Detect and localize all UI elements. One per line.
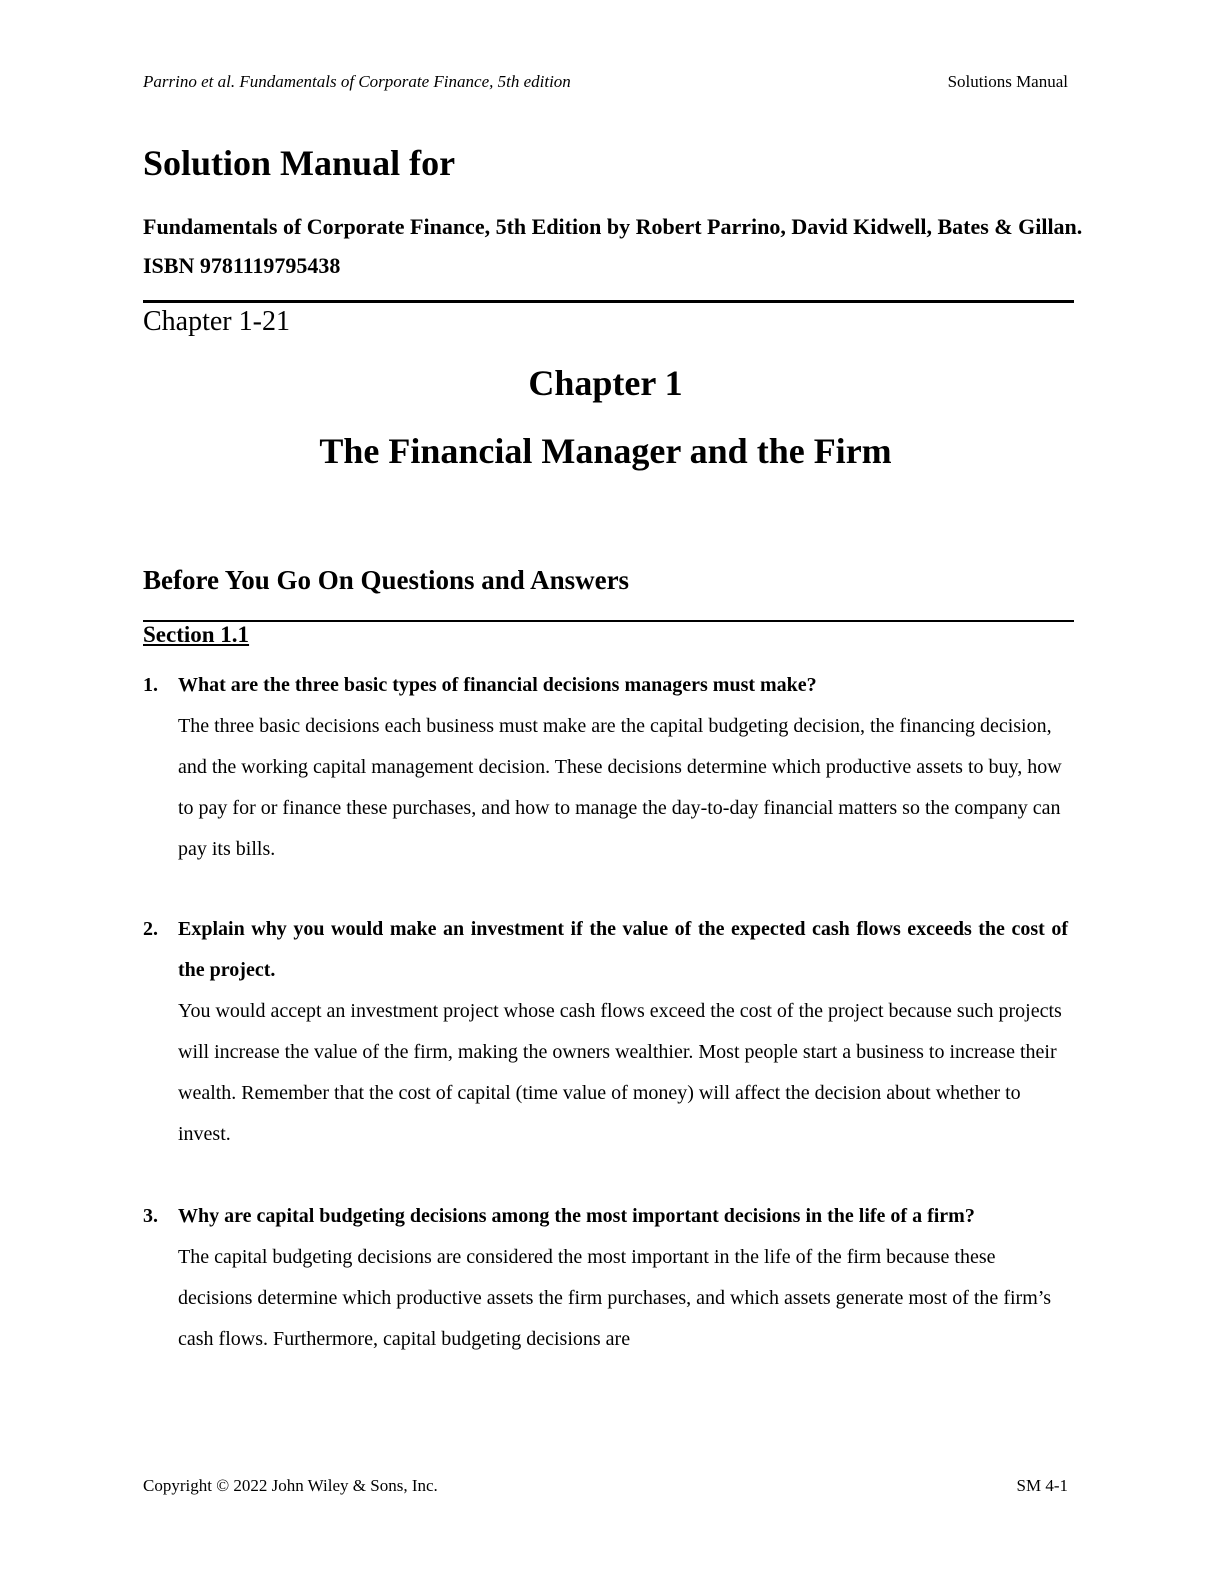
section-heading: Section 1.1: [143, 622, 250, 647]
copyright-footer: Copyright © 2022 John Wiley & Sons, Inc.: [143, 1476, 438, 1495]
question-item: [143, 665, 1068, 870]
answer-text: You would accept an investment project whose cash flows exceed the cost of the project because such projects will increase the value of the firm, making the owners wealthier. Most people start a business to increase their wealth. Remember that the cost of capital (time value of money) will affect the decision about whether to invest.: [178, 1000, 1062, 1145]
running-header-title: Parrino et al. Fundamentals of Corporate Finance, 5th edition: [143, 72, 571, 91]
answer-text: The three basic decisions each business must make are the capital budgeting decision, the financing decision, and the working capital management decision. These decisions determine which productive assets to buy, how to pay for or finance these purchases, and how to manage the day-to-day financial matters so the company can pay its bills.: [178, 715, 1062, 860]
chapter-title: The Financial Manager and the Firm: [319, 431, 892, 471]
document-subtitle: Fundamentals of Corporate Finance, 5th Edition by Robert Parrino, David Kidwell, Bates & Gillan. ISBN 9781119795438: [143, 214, 1083, 278]
question-item: [143, 1196, 1068, 1360]
question-number: 1.: [143, 674, 158, 696]
question-text: Explain why you would make an investment if the value of the expected cash flows exceeds the cost of the project.: [178, 918, 1068, 981]
answer-text: The capital budgeting decisions are considered the most important in the life of the firm because these decisions determine which productive assets the firm purchases, and which assets generate most of the firm’s cash flows. Furthermore, capital budgeting decisions are: [178, 1246, 1052, 1350]
question-text: What are the three basic types of financial decisions managers must make?: [178, 674, 817, 696]
title-divider: [143, 300, 1074, 303]
section-divider: [143, 620, 1074, 622]
question-number: 2.: [143, 918, 158, 940]
section-group-heading: Before You Go On Questions and Answers: [143, 565, 630, 595]
chapter-number: Chapter 1: [528, 363, 683, 403]
page-number: SM 4-1: [1016, 1476, 1068, 1495]
chapter-range: Chapter 1-21: [143, 306, 290, 337]
document-title: Solution Manual for: [143, 143, 456, 183]
question-text: Why are capital budgeting decisions among the most important decisions in the life of a firm?: [178, 1205, 975, 1227]
question-number: 3.: [143, 1205, 158, 1227]
running-header-label: Solutions Manual: [947, 72, 1068, 91]
question-item: [143, 909, 1068, 1155]
